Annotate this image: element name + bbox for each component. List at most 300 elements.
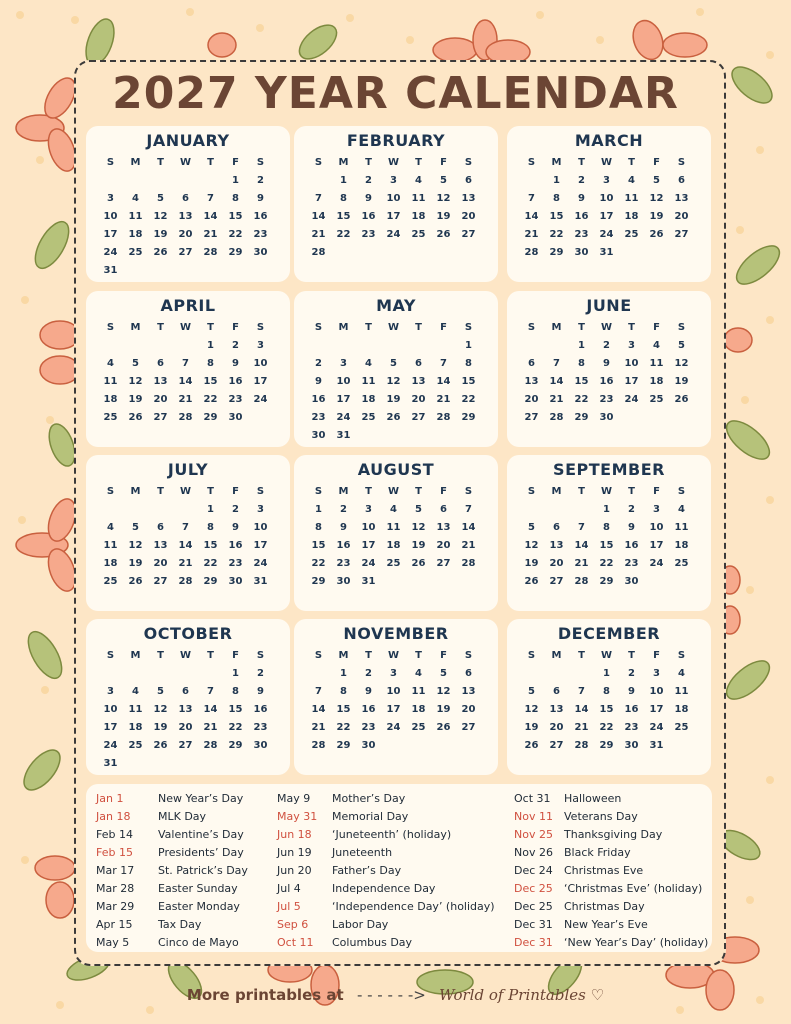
month-name: NOVEMBER <box>343 624 449 643</box>
day-cell: 14 <box>524 211 539 222</box>
day-cell: 8 <box>340 193 347 204</box>
month-card-february <box>294 126 498 282</box>
day-cell: 2 <box>628 504 635 515</box>
day-cell: 24 <box>253 394 268 405</box>
day-cell: 8 <box>232 686 239 697</box>
day-cell: 10 <box>361 522 376 533</box>
holiday-row <box>514 934 708 952</box>
day-cell: 11 <box>103 376 118 387</box>
day-cell: 12 <box>128 540 143 551</box>
day-cell: 14 <box>178 376 193 387</box>
day-cell: 7 <box>315 193 322 204</box>
holiday-name: Independence Day <box>332 882 436 895</box>
day-cell: 18 <box>128 229 143 240</box>
day-cell: 22 <box>228 722 243 733</box>
weekday-label: W <box>600 322 613 333</box>
holiday-date: Oct 11 <box>277 936 314 949</box>
day-cell: 21 <box>203 229 218 240</box>
day-cell: 26 <box>153 247 168 258</box>
day-cell: 2 <box>628 668 635 679</box>
day-cell: 16 <box>599 376 614 387</box>
weekday-label: S <box>106 650 115 661</box>
holiday-name: Tax Day <box>158 918 202 931</box>
weekday-label: T <box>628 157 635 168</box>
day-cell: 15 <box>203 376 218 387</box>
day-cell: 15 <box>203 540 218 551</box>
weekday-label: T <box>415 486 422 497</box>
day-cell: 19 <box>436 211 451 222</box>
holiday-row <box>96 808 248 826</box>
day-cell: 9 <box>257 193 264 204</box>
day-cell: 9 <box>365 686 372 697</box>
day-cell: 6 <box>465 668 472 679</box>
day-cell: 29 <box>336 740 351 751</box>
day-cell: 25 <box>624 229 639 240</box>
weekday-label: S <box>256 486 265 497</box>
day-cell: 13 <box>674 193 689 204</box>
day-cell: 13 <box>178 704 193 715</box>
day-cell: 8 <box>578 358 585 369</box>
month-grid <box>98 154 278 280</box>
day-cell: 27 <box>436 558 451 569</box>
weekday-label: T <box>578 157 585 168</box>
footer-lead: More printables at <box>186 986 344 1004</box>
day-cell: 9 <box>578 193 585 204</box>
day-cell: 1 <box>232 175 239 186</box>
holiday-name: Columbus Day <box>332 936 413 949</box>
day-cell: 17 <box>649 540 664 551</box>
holiday-date: Dec 31 <box>514 918 553 931</box>
day-cell: 9 <box>365 193 372 204</box>
day-cell: 14 <box>574 540 589 551</box>
day-cell: 17 <box>624 376 639 387</box>
day-cell: 28 <box>178 412 193 423</box>
blank-cell <box>173 337 198 355</box>
day-cell: 9 <box>628 686 635 697</box>
day-cell: 12 <box>153 704 168 715</box>
day-cell: 15 <box>599 704 614 715</box>
day-cell: 26 <box>153 740 168 751</box>
weekday-label: M <box>130 322 141 333</box>
holiday-date: Nov 11 <box>514 810 553 823</box>
day-cell: 1 <box>465 340 472 351</box>
day-cell: 22 <box>461 394 476 405</box>
day-cell: 2 <box>232 340 239 351</box>
day-cell: 21 <box>524 229 539 240</box>
day-cell: 10 <box>599 193 614 204</box>
day-cell: 23 <box>599 394 614 405</box>
day-cell: 1 <box>578 340 585 351</box>
holiday-column <box>514 790 708 952</box>
weekday-label: S <box>106 486 115 497</box>
day-cell: 18 <box>103 558 118 569</box>
weekday-label: F <box>440 322 447 333</box>
day-cell: 30 <box>253 740 268 751</box>
holiday-name: Presidents’ Day <box>158 846 244 859</box>
day-cell: 24 <box>336 412 351 423</box>
holiday-name: Thanksgiving Day <box>564 828 663 841</box>
day-cell: 15 <box>574 376 589 387</box>
day-cell: 24 <box>624 394 639 405</box>
holiday-row <box>514 808 708 826</box>
month-card-may <box>294 291 498 447</box>
holiday-name: Father’s Day <box>332 864 402 877</box>
blank-cell <box>544 501 569 519</box>
day-cell: 12 <box>524 704 539 715</box>
day-cell: 18 <box>624 211 639 222</box>
weekday-label: S <box>314 486 323 497</box>
day-cell: 4 <box>678 504 685 515</box>
weekday-label: M <box>130 486 141 497</box>
day-cell: 21 <box>178 394 193 405</box>
day-cell: 11 <box>411 193 426 204</box>
day-cell: 15 <box>228 211 243 222</box>
day-cell: 28 <box>311 740 326 751</box>
day-cell: 8 <box>553 193 560 204</box>
holiday-row <box>277 844 495 862</box>
holiday-date: Mar 29 <box>96 900 135 913</box>
day-cell: 27 <box>153 412 168 423</box>
month-card-june <box>507 291 711 447</box>
weekday-label: S <box>106 157 115 168</box>
weekday-label: T <box>207 650 214 661</box>
holiday-date: Apr 15 <box>96 918 133 931</box>
day-cell: 28 <box>574 576 589 587</box>
weekday-label: T <box>628 486 635 497</box>
day-cell: 16 <box>624 540 639 551</box>
day-cell: 18 <box>649 376 664 387</box>
day-cell: 16 <box>253 211 268 222</box>
day-cell: 21 <box>574 558 589 569</box>
day-cell: 23 <box>253 229 268 240</box>
blank-cell <box>519 501 544 519</box>
holiday-row <box>277 826 495 844</box>
blank-cell <box>198 665 223 683</box>
month-name: JUNE <box>586 296 632 315</box>
day-cell: 29 <box>549 247 564 258</box>
weekday-label: F <box>440 157 447 168</box>
day-cell: 30 <box>361 740 376 751</box>
day-cell: 5 <box>653 175 660 186</box>
day-cell: 2 <box>257 175 264 186</box>
day-cell: 7 <box>553 358 560 369</box>
day-cell: 23 <box>361 722 376 733</box>
day-cell: 3 <box>628 340 635 351</box>
day-cell: 3 <box>653 504 660 515</box>
weekday-label: S <box>527 322 536 333</box>
day-cell: 29 <box>599 740 614 751</box>
day-cell: 2 <box>232 504 239 515</box>
day-cell: 26 <box>386 412 401 423</box>
holiday-row <box>96 880 248 898</box>
day-cell: 6 <box>182 686 189 697</box>
day-cell: 9 <box>232 358 239 369</box>
day-cell: 29 <box>311 576 326 587</box>
day-cell: 27 <box>524 412 539 423</box>
day-cell: 15 <box>336 704 351 715</box>
day-cell: 23 <box>574 229 589 240</box>
holiday-name: Christmas Eve <box>564 864 644 877</box>
day-cell: 23 <box>228 558 243 569</box>
day-cell: 19 <box>649 211 664 222</box>
weekday-label: T <box>207 486 214 497</box>
day-cell: 9 <box>315 376 322 387</box>
weekday-label: T <box>157 157 164 168</box>
holiday-row <box>96 916 248 934</box>
day-cell: 3 <box>603 175 610 186</box>
weekday-label: S <box>464 157 473 168</box>
weekday-label: F <box>653 157 660 168</box>
day-cell: 26 <box>128 412 143 423</box>
day-cell: 4 <box>107 522 114 533</box>
day-cell: 17 <box>336 394 351 405</box>
day-cell: 3 <box>365 504 372 515</box>
day-cell: 21 <box>436 394 451 405</box>
day-cell: 25 <box>128 740 143 751</box>
weekday-label: T <box>365 157 372 168</box>
holiday-row <box>277 790 495 808</box>
day-cell: 19 <box>128 558 143 569</box>
weekday-label: S <box>256 650 265 661</box>
day-cell: 13 <box>411 376 426 387</box>
weekday-label: W <box>387 157 400 168</box>
day-cell: 31 <box>336 430 351 441</box>
day-cell: 16 <box>574 211 589 222</box>
day-cell: 14 <box>436 376 451 387</box>
month-grid <box>306 483 486 591</box>
day-cell: 4 <box>365 358 372 369</box>
weekday-label: F <box>440 650 447 661</box>
day-cell: 14 <box>461 522 476 533</box>
holiday-row <box>514 898 708 916</box>
day-cell: 25 <box>386 558 401 569</box>
day-cell: 2 <box>365 175 372 186</box>
blank-cell <box>148 172 173 190</box>
day-cell: 7 <box>465 504 472 515</box>
day-cell: 29 <box>228 247 243 258</box>
weekday-label: M <box>130 157 141 168</box>
blank-cell <box>519 172 544 190</box>
day-cell: 24 <box>649 558 664 569</box>
day-cell: 6 <box>182 193 189 204</box>
day-cell: 14 <box>549 376 564 387</box>
blank-cell <box>519 665 544 683</box>
day-cell: 22 <box>203 558 218 569</box>
month-card-november <box>294 619 498 775</box>
weekday-label: S <box>527 486 536 497</box>
day-cell: 13 <box>549 540 564 551</box>
day-cell: 12 <box>674 358 689 369</box>
day-cell: 7 <box>528 193 535 204</box>
blank-cell <box>98 501 123 519</box>
day-cell: 28 <box>574 740 589 751</box>
month-grid <box>98 319 278 427</box>
day-cell: 22 <box>549 229 564 240</box>
day-cell: 22 <box>311 558 326 569</box>
day-cell: 1 <box>340 175 347 186</box>
day-cell: 28 <box>178 576 193 587</box>
day-cell: 4 <box>653 340 660 351</box>
day-cell: 11 <box>624 193 639 204</box>
day-cell: 12 <box>153 211 168 222</box>
day-cell: 13 <box>178 211 193 222</box>
blank-cell <box>306 665 331 683</box>
day-cell: 16 <box>228 540 243 551</box>
month-card-march <box>507 126 711 282</box>
day-cell: 16 <box>361 704 376 715</box>
day-cell: 17 <box>386 704 401 715</box>
month-name: AUGUST <box>357 460 435 479</box>
blank-cell <box>98 665 123 683</box>
day-cell: 17 <box>599 211 614 222</box>
day-cell: 10 <box>336 376 351 387</box>
holiday-date: Mar 17 <box>96 864 135 877</box>
holiday-name: ‘Independence Day’ (holiday) <box>332 900 495 913</box>
day-cell: 20 <box>153 394 168 405</box>
blank-cell <box>173 501 198 519</box>
holiday-date: May 31 <box>277 810 318 823</box>
day-cell: 4 <box>415 175 422 186</box>
holiday-row <box>514 826 708 844</box>
weekday-label: M <box>551 322 562 333</box>
day-cell: 9 <box>340 522 347 533</box>
day-cell: 1 <box>315 504 322 515</box>
day-cell: 22 <box>336 229 351 240</box>
day-cell: 18 <box>674 704 689 715</box>
holiday-row <box>514 880 708 898</box>
blank-cell <box>123 665 148 683</box>
day-cell: 25 <box>411 722 426 733</box>
day-cell: 12 <box>524 540 539 551</box>
day-cell: 14 <box>311 211 326 222</box>
day-cell: 14 <box>203 704 218 715</box>
day-cell: 30 <box>574 247 589 258</box>
day-cell: 28 <box>203 247 218 258</box>
day-cell: 25 <box>649 394 664 405</box>
blank-cell <box>148 665 173 683</box>
day-cell: 3 <box>390 175 397 186</box>
blank-cell <box>123 172 148 190</box>
day-cell: 23 <box>228 394 243 405</box>
day-cell: 11 <box>674 522 689 533</box>
blank-cell <box>306 172 331 190</box>
month-name: FEBRUARY <box>346 131 446 150</box>
day-cell: 29 <box>203 576 218 587</box>
weekday-label: T <box>578 486 585 497</box>
weekday-label: M <box>338 650 349 661</box>
day-cell: 5 <box>440 175 447 186</box>
day-cell: 30 <box>311 430 326 441</box>
day-cell: 30 <box>336 576 351 587</box>
holiday-name: Veterans Day <box>564 810 638 823</box>
holiday-date: Jul 4 <box>277 882 301 895</box>
day-cell: 22 <box>599 558 614 569</box>
day-cell: 16 <box>228 376 243 387</box>
weekday-label: W <box>387 486 400 497</box>
day-cell: 13 <box>461 686 476 697</box>
weekday-label: F <box>653 322 660 333</box>
day-cell: 1 <box>603 504 610 515</box>
holiday-name: Christmas Day <box>564 900 645 913</box>
blank-cell <box>198 172 223 190</box>
holiday-row <box>277 880 495 898</box>
holiday-row <box>96 844 248 862</box>
day-cell: 20 <box>524 394 539 405</box>
day-cell: 12 <box>411 522 426 533</box>
holiday-name: Black Friday <box>564 846 631 859</box>
day-cell: 31 <box>649 740 664 751</box>
holiday-row <box>277 916 495 934</box>
day-cell: 27 <box>674 229 689 240</box>
blank-cell <box>173 172 198 190</box>
day-cell: 4 <box>390 504 397 515</box>
month-name: OCTOBER <box>143 624 233 643</box>
day-cell: 20 <box>549 722 564 733</box>
day-cell: 21 <box>549 394 564 405</box>
day-cell: 20 <box>178 229 193 240</box>
day-cell: 8 <box>340 686 347 697</box>
day-cell: 6 <box>553 522 560 533</box>
day-cell: 19 <box>674 376 689 387</box>
weekday-label: T <box>415 650 422 661</box>
day-cell: 30 <box>228 412 243 423</box>
day-cell: 4 <box>678 668 685 679</box>
day-cell: 7 <box>578 522 585 533</box>
holiday-date: Dec 25 <box>514 882 553 895</box>
day-cell: 28 <box>203 740 218 751</box>
day-cell: 8 <box>232 193 239 204</box>
day-cell: 23 <box>253 722 268 733</box>
month-grid <box>306 154 486 262</box>
weekday-label: F <box>653 650 660 661</box>
blank-cell <box>544 665 569 683</box>
day-cell: 11 <box>674 686 689 697</box>
day-cell: 12 <box>386 376 401 387</box>
day-cell: 22 <box>203 394 218 405</box>
day-cell: 17 <box>103 229 118 240</box>
day-cell: 20 <box>549 558 564 569</box>
holiday-date: Nov 26 <box>514 846 553 859</box>
weekday-label: T <box>578 322 585 333</box>
footer-brand: World of Printables ♡ <box>439 986 605 1004</box>
day-cell: 24 <box>599 229 614 240</box>
month-grid <box>519 483 699 591</box>
day-cell: 7 <box>315 686 322 697</box>
holiday-name: Juneteenth <box>332 846 393 859</box>
blank-cell <box>98 172 123 190</box>
day-cell: 12 <box>436 193 451 204</box>
day-cell: 2 <box>315 358 322 369</box>
day-cell: 19 <box>411 540 426 551</box>
day-cell: 1 <box>603 668 610 679</box>
holiday-date: May 5 <box>96 936 130 949</box>
day-cell: 2 <box>365 668 372 679</box>
day-cell: 26 <box>524 576 539 587</box>
day-cell: 14 <box>203 211 218 222</box>
holiday-name: St. Patrick’s Day <box>158 864 248 877</box>
day-cell: 10 <box>649 686 664 697</box>
day-cell: 5 <box>528 522 535 533</box>
weekday-label: W <box>179 486 192 497</box>
month-name: DECEMBER <box>557 624 661 643</box>
day-cell: 5 <box>132 358 139 369</box>
page-title: 2027 YEAR CALENDAR <box>112 68 679 119</box>
month-card-august <box>294 455 498 611</box>
holiday-column <box>277 790 495 952</box>
day-cell: 10 <box>386 686 401 697</box>
month-card-april <box>86 291 290 447</box>
blank-cell <box>123 337 148 355</box>
